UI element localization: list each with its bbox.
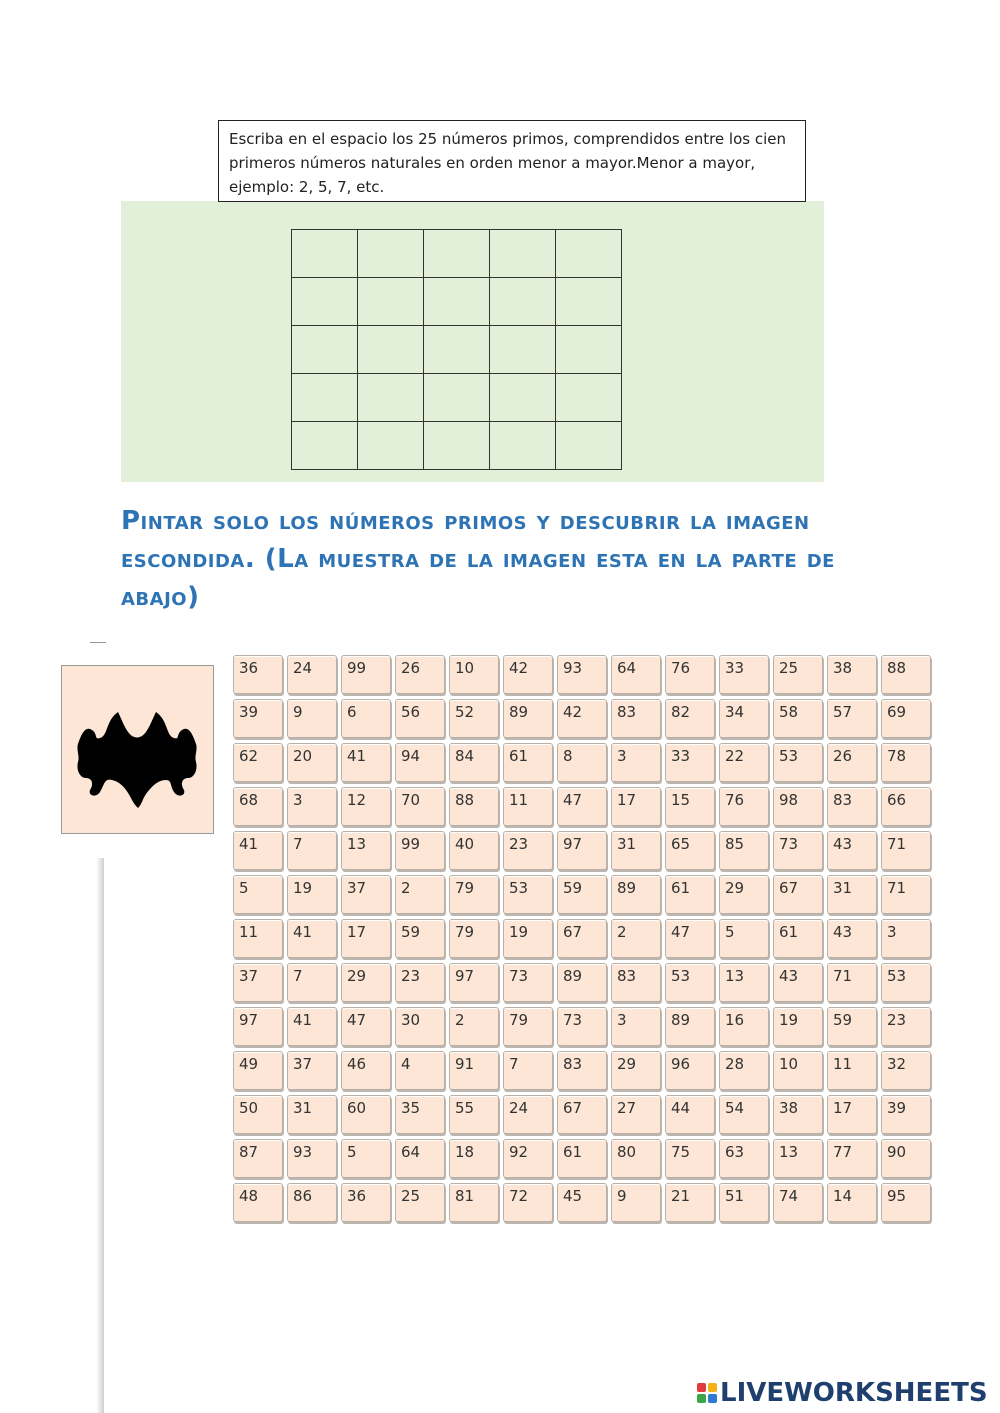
answer-cell[interactable] — [490, 326, 556, 374]
instructions-text: Escriba en el espacio los 25 números primos, comprendidos entre los cien primeros números naturales en orden menor a mayor.Menor a mayor, ejemplo: 2, 5, 7, etc. — [229, 130, 786, 196]
logo-text: LIVEWORKSHEETS — [720, 1378, 988, 1408]
number-cell[interactable]: 76 — [665, 655, 715, 694]
number-cell[interactable]: 24 — [287, 655, 337, 694]
number-cell[interactable]: 81 — [449, 1183, 499, 1222]
number-cell[interactable]: 28 — [719, 1051, 769, 1090]
number-cell[interactable]: 83 — [611, 963, 661, 1002]
number-cell[interactable]: 13 — [773, 1139, 823, 1178]
number-cell[interactable]: 17 — [827, 1095, 877, 1134]
number-cell[interactable]: 78 — [881, 743, 931, 782]
page-shadow — [96, 858, 104, 1413]
number-cell[interactable]: 61 — [665, 875, 715, 914]
number-cell[interactable]: 37 — [287, 1051, 337, 1090]
number-cell[interactable]: 90 — [881, 1139, 931, 1178]
number-cell[interactable]: 88 — [449, 787, 499, 826]
number-cell[interactable]: 80 — [611, 1139, 661, 1178]
answer-cell[interactable] — [358, 374, 424, 422]
number-cell[interactable]: 65 — [665, 831, 715, 870]
number-cell[interactable]: 59 — [395, 919, 445, 958]
answer-cell[interactable] — [556, 374, 622, 422]
number-cell[interactable]: 61 — [773, 919, 823, 958]
number-cell[interactable]: 47 — [341, 1007, 391, 1046]
number-cell[interactable]: 41 — [287, 919, 337, 958]
logo-square — [697, 1394, 706, 1403]
number-cell[interactable]: 70 — [395, 787, 445, 826]
number-cell[interactable]: 99 — [395, 831, 445, 870]
number-cell[interactable]: 83 — [827, 787, 877, 826]
number-cell[interactable]: 42 — [557, 699, 607, 738]
number-cell[interactable]: 69 — [881, 699, 931, 738]
number-cell[interactable]: 39 — [233, 699, 283, 738]
number-cell[interactable]: 86 — [287, 1183, 337, 1222]
number-cell[interactable]: 43 — [773, 963, 823, 1002]
number-cell[interactable]: 25 — [395, 1183, 445, 1222]
number-cell[interactable]: 63 — [719, 1139, 769, 1178]
number-cell[interactable]: 7 — [503, 1051, 553, 1090]
number-cell[interactable]: 7 — [287, 963, 337, 1002]
number-cell[interactable]: 59 — [557, 875, 607, 914]
number-cell[interactable]: 2 — [395, 875, 445, 914]
number-cell[interactable]: 91 — [449, 1051, 499, 1090]
number-cell[interactable]: 50 — [233, 1095, 283, 1134]
answer-cell[interactable] — [424, 422, 490, 470]
number-cell[interactable]: 11 — [233, 919, 283, 958]
answer-cell[interactable] — [490, 422, 556, 470]
number-cell[interactable]: 53 — [881, 963, 931, 1002]
number-cell[interactable]: 38 — [827, 655, 877, 694]
number-cell[interactable]: 97 — [557, 831, 607, 870]
answer-cell[interactable] — [424, 326, 490, 374]
logo-square — [708, 1383, 717, 1392]
number-cell[interactable]: 21 — [665, 1183, 715, 1222]
answer-panel — [121, 201, 824, 482]
number-cell[interactable]: 53 — [665, 963, 715, 1002]
number-cell[interactable]: 41 — [341, 743, 391, 782]
number-cell[interactable]: 97 — [233, 1007, 283, 1046]
number-cell[interactable]: 73 — [557, 1007, 607, 1046]
number-cell[interactable]: 13 — [341, 831, 391, 870]
number-cell[interactable]: 26 — [827, 743, 877, 782]
bat-silhouette-icon — [72, 686, 202, 816]
number-cell[interactable]: 93 — [287, 1139, 337, 1178]
number-cell[interactable]: 32 — [881, 1051, 931, 1090]
number-cell[interactable]: 98 — [773, 787, 823, 826]
number-cell[interactable]: 82 — [665, 699, 715, 738]
number-cell[interactable]: 93 — [557, 655, 607, 694]
number-cell[interactable]: 77 — [827, 1139, 877, 1178]
number-cell[interactable]: 29 — [611, 1051, 661, 1090]
number-cell[interactable]: 43 — [827, 831, 877, 870]
number-cell[interactable]: 79 — [503, 1007, 553, 1046]
number-cell[interactable]: 36 — [341, 1183, 391, 1222]
number-cell[interactable]: 56 — [395, 699, 445, 738]
number-cell[interactable]: 5 — [233, 875, 283, 914]
logo-square — [708, 1394, 717, 1403]
logo-square — [697, 1383, 706, 1392]
answer-cell[interactable] — [292, 278, 358, 326]
answer-cell[interactable] — [424, 230, 490, 278]
answer-cell[interactable] — [556, 278, 622, 326]
number-cell[interactable]: 94 — [395, 743, 445, 782]
number-cell[interactable]: 24 — [503, 1095, 553, 1134]
number-cell[interactable]: 46 — [341, 1051, 391, 1090]
number-cell[interactable]: 23 — [395, 963, 445, 1002]
answer-grid — [291, 229, 622, 470]
answer-cell[interactable] — [358, 230, 424, 278]
number-cell[interactable]: 75 — [665, 1139, 715, 1178]
answer-cell[interactable] — [292, 374, 358, 422]
number-cell[interactable]: 68 — [233, 787, 283, 826]
answer-cell[interactable] — [490, 278, 556, 326]
number-cell[interactable]: 10 — [449, 655, 499, 694]
liveworksheets-logo — [697, 1377, 988, 1409]
number-cell[interactable]: 59 — [827, 1007, 877, 1046]
instructions-box — [218, 120, 806, 202]
number-cell[interactable]: 61 — [557, 1139, 607, 1178]
number-cell[interactable]: 6 — [341, 699, 391, 738]
number-cell[interactable]: 23 — [881, 1007, 931, 1046]
number-cell[interactable]: 26 — [395, 655, 445, 694]
answer-cell[interactable] — [424, 278, 490, 326]
number-cell[interactable]: 58 — [773, 699, 823, 738]
number-cell[interactable]: 73 — [503, 963, 553, 1002]
number-cell[interactable]: 39 — [881, 1095, 931, 1134]
number-cell[interactable]: 35 — [395, 1095, 445, 1134]
number-cell[interactable]: 47 — [665, 919, 715, 958]
answer-cell[interactable] — [358, 326, 424, 374]
number-cell[interactable]: 83 — [611, 699, 661, 738]
number-cell[interactable]: 95 — [881, 1183, 931, 1222]
number-cell[interactable]: 9 — [611, 1183, 661, 1222]
page-heading: Pintar solo los números primos y descubrir la imagen escondida. (La muestra de la imagen esta en la parte de abajo) — [121, 506, 835, 612]
number-cell[interactable]: 41 — [287, 1007, 337, 1046]
number-cell[interactable]: 45 — [557, 1183, 607, 1222]
answer-cell[interactable] — [292, 326, 358, 374]
number-cell[interactable]: 5 — [719, 919, 769, 958]
number-cell[interactable]: 89 — [557, 963, 607, 1002]
number-cell[interactable]: 79 — [449, 875, 499, 914]
answer-cell[interactable] — [556, 422, 622, 470]
number-cell[interactable]: 60 — [341, 1095, 391, 1134]
number-cell[interactable]: 2 — [611, 919, 661, 958]
number-cell[interactable]: 2 — [449, 1007, 499, 1046]
number-cell[interactable]: 67 — [773, 875, 823, 914]
number-cell[interactable]: 40 — [449, 831, 499, 870]
number-cell[interactable]: 84 — [449, 743, 499, 782]
number-cell[interactable]: 64 — [395, 1139, 445, 1178]
number-cell[interactable]: 97 — [449, 963, 499, 1002]
number-cell[interactable]: 61 — [503, 743, 553, 782]
answer-cell[interactable] — [556, 326, 622, 374]
sample-image-box — [61, 665, 214, 834]
number-cell[interactable]: 11 — [827, 1051, 877, 1090]
number-cell[interactable]: 31 — [287, 1095, 337, 1134]
number-cell[interactable]: 47 — [557, 787, 607, 826]
answer-cell[interactable] — [556, 230, 622, 278]
number-cell[interactable]: 99 — [341, 655, 391, 694]
number-cell[interactable]: 37 — [233, 963, 283, 1002]
answer-cell[interactable] — [292, 230, 358, 278]
answer-cell[interactable] — [490, 230, 556, 278]
number-cell[interactable]: 85 — [719, 831, 769, 870]
number-cell[interactable]: 8 — [557, 743, 607, 782]
number-cell[interactable]: 25 — [773, 655, 823, 694]
number-cell[interactable]: 14 — [827, 1183, 877, 1222]
number-cell[interactable]: 38 — [773, 1095, 823, 1134]
number-cell[interactable]: 3 — [287, 787, 337, 826]
number-cell[interactable]: 18 — [449, 1139, 499, 1178]
answer-cell[interactable] — [424, 374, 490, 422]
number-cell[interactable]: 55 — [449, 1095, 499, 1134]
number-cell[interactable]: 27 — [611, 1095, 661, 1134]
number-cell[interactable]: 89 — [503, 699, 553, 738]
number-cell[interactable]: 33 — [665, 743, 715, 782]
number-cell[interactable]: 31 — [611, 831, 661, 870]
number-cell[interactable]: 37 — [341, 875, 391, 914]
answer-cell[interactable] — [358, 422, 424, 470]
number-cell[interactable]: 83 — [557, 1051, 607, 1090]
number-cell[interactable]: 89 — [665, 1007, 715, 1046]
number-cell[interactable]: 57 — [827, 699, 877, 738]
number-cell[interactable]: 31 — [827, 875, 877, 914]
number-cell[interactable]: 76 — [719, 787, 769, 826]
answer-cell[interactable] — [358, 278, 424, 326]
number-cell[interactable]: 29 — [719, 875, 769, 914]
number-cell[interactable]: 64 — [611, 655, 661, 694]
number-cell[interactable]: 15 — [665, 787, 715, 826]
number-cell[interactable]: 42 — [503, 655, 553, 694]
number-cell[interactable]: 71 — [827, 963, 877, 1002]
number-cell[interactable]: 19 — [773, 1007, 823, 1046]
number-cell[interactable]: 54 — [719, 1095, 769, 1134]
answer-cell[interactable] — [292, 422, 358, 470]
number-cell[interactable]: 71 — [881, 831, 931, 870]
number-cell[interactable]: 19 — [503, 919, 553, 958]
number-cell[interactable]: 11 — [503, 787, 553, 826]
number-cell[interactable]: 52 — [449, 699, 499, 738]
number-cell[interactable]: 12 — [341, 787, 391, 826]
number-cell[interactable]: 89 — [611, 875, 661, 914]
number-cell[interactable]: 20 — [287, 743, 337, 782]
number-cell[interactable]: 51 — [719, 1183, 769, 1222]
number-cell[interactable]: 41 — [233, 831, 283, 870]
divider — [90, 642, 106, 643]
number-cell[interactable]: 67 — [557, 1095, 607, 1134]
number-grid — [231, 654, 933, 1226]
number-cell[interactable]: 74 — [773, 1183, 823, 1222]
number-cell[interactable]: 67 — [557, 919, 607, 958]
number-cell[interactable]: 19 — [287, 875, 337, 914]
number-cell[interactable]: 17 — [611, 787, 661, 826]
number-cell[interactable]: 92 — [503, 1139, 553, 1178]
number-cell[interactable]: 17 — [341, 919, 391, 958]
number-cell[interactable]: 79 — [449, 919, 499, 958]
number-cell[interactable]: 73 — [773, 831, 823, 870]
answer-cell[interactable] — [490, 374, 556, 422]
number-cell[interactable]: 5 — [341, 1139, 391, 1178]
number-cell[interactable]: 87 — [233, 1139, 283, 1178]
number-cell[interactable]: 71 — [881, 875, 931, 914]
number-cell[interactable]: 36 — [233, 655, 283, 694]
number-cell[interactable]: 3 — [611, 743, 661, 782]
number-cell[interactable]: 10 — [773, 1051, 823, 1090]
number-cell[interactable]: 3 — [611, 1007, 661, 1046]
number-cell[interactable]: 48 — [233, 1183, 283, 1222]
number-cell[interactable]: 3 — [881, 919, 931, 958]
number-cell[interactable]: 53 — [503, 875, 553, 914]
number-cell[interactable]: 88 — [881, 655, 931, 694]
number-cell[interactable]: 96 — [665, 1051, 715, 1090]
number-cell[interactable]: 30 — [395, 1007, 445, 1046]
number-cell[interactable]: 34 — [719, 699, 769, 738]
number-cell[interactable]: 23 — [503, 831, 553, 870]
number-cell[interactable]: 4 — [395, 1051, 445, 1090]
number-cell[interactable]: 66 — [881, 787, 931, 826]
number-cell[interactable]: 72 — [503, 1183, 553, 1222]
number-cell[interactable]: 33 — [719, 655, 769, 694]
number-cell[interactable]: 49 — [233, 1051, 283, 1090]
number-cell[interactable]: 62 — [233, 743, 283, 782]
number-cell[interactable]: 13 — [719, 963, 769, 1002]
number-cell[interactable]: 43 — [827, 919, 877, 958]
number-cell[interactable]: 22 — [719, 743, 769, 782]
number-cell[interactable]: 7 — [287, 831, 337, 870]
logo-mark-icon — [697, 1383, 717, 1403]
number-cell[interactable]: 44 — [665, 1095, 715, 1134]
number-cell[interactable]: 29 — [341, 963, 391, 1002]
number-cell[interactable]: 53 — [773, 743, 823, 782]
number-cell[interactable]: 16 — [719, 1007, 769, 1046]
number-cell[interactable]: 9 — [287, 699, 337, 738]
